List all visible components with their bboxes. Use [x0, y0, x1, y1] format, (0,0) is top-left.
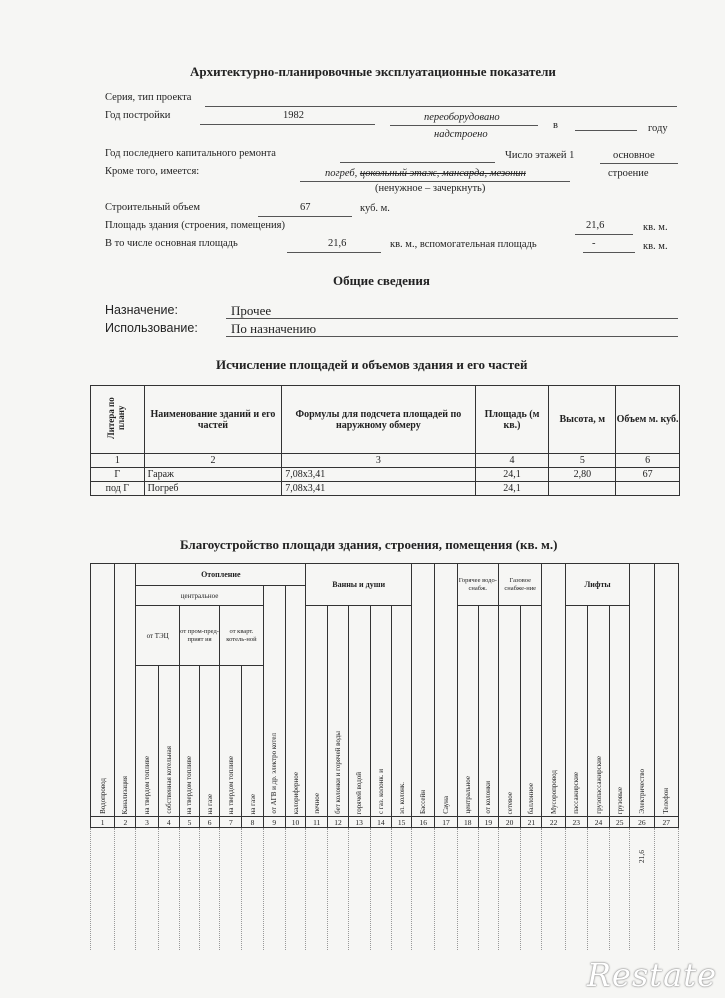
- area-table: [90, 385, 680, 496]
- aux-label: кв. м., вспомогательная площадь: [390, 239, 537, 250]
- cell-volume: 67: [616, 468, 680, 482]
- col-hot-central: центральное: [457, 606, 478, 817]
- area-table-title: Исчисление площадей и объемов здания и его частей: [216, 357, 528, 372]
- col-no-boiler: бет колонки и горячей воды: [328, 606, 348, 817]
- usage-label: Использование:: [105, 321, 198, 335]
- usage-value: По назначению: [231, 321, 317, 336]
- col-number: 18: [457, 817, 478, 828]
- col-hot-water: горячей водой: [348, 606, 370, 817]
- col-tec-solid: на твердом топливе: [136, 666, 158, 817]
- volume-label: Строительный объем: [105, 202, 200, 213]
- group-from-quarter: от кварт. котель-ной: [220, 606, 263, 666]
- col-number: 3: [282, 454, 475, 468]
- general-title: Общие сведения: [333, 273, 430, 288]
- col-lift-passenger: пассажирские: [565, 606, 587, 817]
- table-number-row: [91, 817, 679, 828]
- cell-area: 24,1: [475, 468, 549, 482]
- also-value-kept: погреб,: [325, 168, 358, 179]
- col-number: 6: [200, 817, 220, 828]
- floors-label: Число этажей 1: [505, 150, 575, 161]
- col-gas-boiler: с газ. колонк. и: [370, 606, 391, 817]
- group-gas: Газовое снабже-ние: [499, 564, 542, 606]
- col-number: 24: [587, 817, 609, 828]
- also-value: [325, 168, 526, 179]
- col-stove: печное: [306, 606, 328, 817]
- usage-line: [226, 336, 678, 337]
- col-lift-cargo-passenger: грузопассажирские: [587, 606, 609, 817]
- cell-litera: под Г: [91, 482, 145, 496]
- col-number: 2: [115, 817, 136, 828]
- cell-name: Погреб: [144, 482, 282, 496]
- col-header-area: Площадь (м кв.): [475, 386, 549, 454]
- col-header-name: Наименование зданий и его частей: [144, 386, 282, 454]
- also-label: Кроме того, имеется:: [105, 166, 200, 177]
- group-heating: Отопление: [136, 564, 306, 586]
- col-phone: Телефон: [654, 564, 678, 817]
- floors-value: основное: [613, 150, 655, 161]
- col-number: 1: [91, 454, 145, 468]
- aux-unit: кв. м.: [643, 241, 668, 252]
- aux-value: -: [592, 238, 596, 249]
- group-baths: Ванны и души: [306, 564, 412, 606]
- col-number: 11: [306, 817, 328, 828]
- area-line: [575, 234, 633, 235]
- col-number: 23: [565, 817, 587, 828]
- col-number: 4: [158, 817, 179, 828]
- col-lift-cargo: грузовые: [610, 606, 630, 817]
- col-number: 21: [521, 817, 542, 828]
- col-gas-network: сетевое: [499, 606, 521, 817]
- col-number: 5: [179, 817, 199, 828]
- col-hot-boiler: от колонки: [478, 606, 498, 817]
- year-label: Год постройки: [105, 110, 171, 121]
- improvement-table: [90, 563, 679, 950]
- reequipped-line: [390, 125, 538, 126]
- col-number: 12: [328, 817, 348, 828]
- group-hot-water: Горячее водо-снабж.: [457, 564, 498, 606]
- area-value: 21,6: [586, 220, 605, 231]
- volume-value: 67: [300, 202, 311, 213]
- col-agv: от АГВ и др. электро котел: [263, 586, 285, 817]
- col-calorifer: калориферное: [285, 586, 305, 817]
- superstructure-text: надстроено: [434, 129, 488, 140]
- improvement-table-title: Благоустройство площади здания, строения, помещения (кв. м.): [180, 537, 558, 552]
- cell-volume: [616, 482, 680, 496]
- col-header-volume: Объем м. куб.: [616, 386, 680, 454]
- table-row: [91, 828, 679, 951]
- table-number-row: [91, 454, 680, 468]
- series-label: Серия, тип проекта: [105, 92, 192, 103]
- col-sewerage: Канализация: [115, 564, 136, 817]
- col-number: 25: [610, 817, 630, 828]
- col-number: 10: [285, 817, 305, 828]
- col-number: 5: [549, 454, 616, 468]
- also-line: [300, 181, 570, 182]
- col-electricity: Электричество: [630, 564, 654, 817]
- col-number: 22: [542, 817, 565, 828]
- purpose-label: Назначение:: [105, 303, 178, 317]
- col-number: 6: [616, 454, 680, 468]
- series-line: [205, 106, 677, 107]
- cell-formula: 7,08x3,41: [282, 482, 475, 496]
- col-number: 20: [499, 817, 521, 828]
- col-water: Водопровод: [91, 564, 115, 817]
- col-number: 8: [242, 817, 263, 828]
- in-line: [575, 130, 637, 131]
- floors-line: [600, 163, 678, 164]
- unneeded-note: (ненужное – зачеркнуть): [375, 183, 486, 194]
- table-row: [91, 468, 680, 482]
- group-from-tec: от ТЭЦ: [136, 606, 179, 666]
- page-title: Архитектурно-планировочные эксплуатационные показатели: [190, 64, 556, 79]
- repair-line: [340, 162, 495, 163]
- col-number: 26: [630, 817, 654, 828]
- watermark-logo: Restate: [586, 956, 717, 994]
- col-number: 1: [91, 817, 115, 828]
- col-number: 9: [263, 817, 285, 828]
- col-number: 15: [391, 817, 411, 828]
- volume-unit: куб. м.: [360, 203, 390, 214]
- col-header-height: Высота, м: [549, 386, 616, 454]
- col-garbage-chute: Мусоропровод: [542, 564, 565, 817]
- col-ind-solid: на твердом топливе: [179, 666, 199, 817]
- area-label: Площадь здания (строения, помещения): [105, 220, 285, 231]
- main-area-label: В то числе основная площадь: [105, 238, 238, 249]
- col-number: 4: [475, 454, 549, 468]
- purpose-line: [226, 318, 678, 319]
- in-label: в: [553, 120, 558, 131]
- cell-litera: Г: [91, 468, 145, 482]
- cell-name: Гараж: [144, 468, 282, 482]
- reequipped-text: переоборудовано: [424, 112, 500, 123]
- col-number: 19: [478, 817, 498, 828]
- cell-height: 2,80: [549, 468, 616, 482]
- col-number: 3: [136, 817, 158, 828]
- cell-area: 24,1: [475, 482, 549, 496]
- main-area-line: [287, 252, 381, 253]
- cell-electricity: 21,6: [630, 828, 654, 951]
- col-number: 13: [348, 817, 370, 828]
- col-number: 7: [220, 817, 242, 828]
- col-ind-gas: на газе: [200, 666, 220, 817]
- purpose-value: Прочее: [231, 303, 272, 318]
- col-gas-bottled: баллонное: [521, 606, 542, 817]
- col-sauna: Сауна: [435, 564, 457, 817]
- year-line: [200, 124, 375, 125]
- col-tec-own: собственная котельная: [158, 666, 179, 817]
- table-row: [91, 482, 680, 496]
- col-el-boiler: эл. колонк.: [391, 606, 411, 817]
- main-area-value: 21,6: [328, 238, 347, 249]
- cell-height: [549, 482, 616, 496]
- repair-label: Год последнего капитального ремонта: [105, 148, 276, 159]
- col-pool: Бассейн: [412, 564, 435, 817]
- aux-line: [583, 252, 635, 253]
- col-number: 27: [654, 817, 678, 828]
- year-value: 1982: [283, 110, 304, 121]
- col-number: 2: [144, 454, 282, 468]
- year-suffix: году: [648, 123, 668, 134]
- col-quarter-solid: на твердом топливе: [220, 666, 242, 817]
- col-header-formula: Формулы для подсчета площадей по наружному обмеру: [282, 386, 475, 454]
- col-header-litera: Литера по плану: [91, 386, 145, 454]
- col-number: 17: [435, 817, 457, 828]
- group-from-industrial: от пром-пред-прият ия: [179, 606, 219, 666]
- building-word: строение: [608, 168, 649, 179]
- group-central: центральное: [136, 586, 263, 606]
- cell-formula: 7,08x3,41: [282, 468, 475, 482]
- col-quarter-gas: на газе: [242, 666, 263, 817]
- area-unit: кв. м.: [643, 222, 668, 233]
- col-number: 16: [412, 817, 435, 828]
- also-value-struck: цокольный этаж, мансарда, мезонин: [359, 168, 526, 179]
- volume-line: [258, 216, 352, 217]
- group-lifts: Лифты: [565, 564, 630, 606]
- col-number: 14: [370, 817, 391, 828]
